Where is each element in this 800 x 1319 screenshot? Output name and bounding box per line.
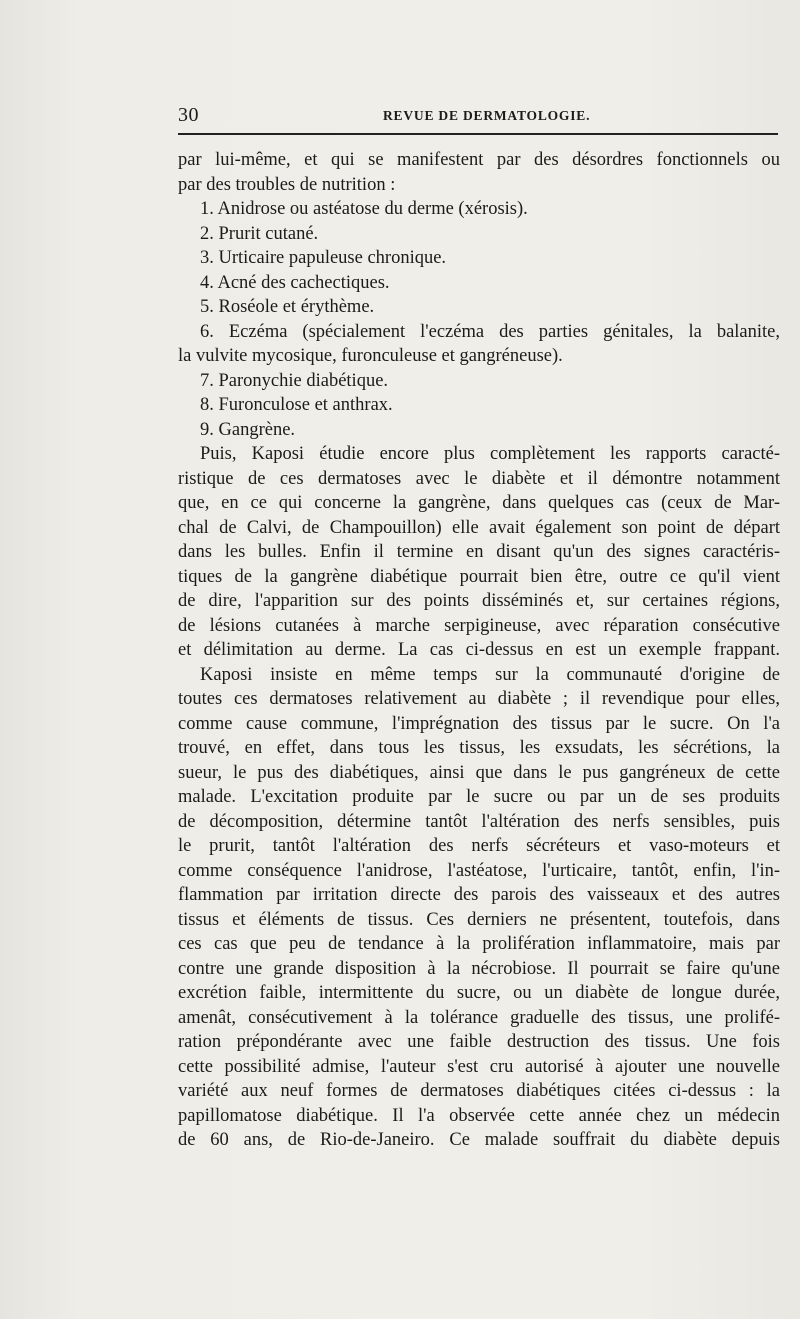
- text-line: amenât, consécutivement à la tolérance graduelle des tissus, une prolifé-: [178, 1007, 780, 1028]
- text-line: que, en ce qui concerne la gangrène, dans quelques cas (ceux de Mar-: [178, 493, 780, 513]
- text-line: comme cause commune, l'imprégnation des tissus par le sucre. On l'a: [178, 713, 780, 734]
- text-line: 6. Eczéma (spécialement l'eczéma des parties génitales, la balanite,: [200, 321, 780, 342]
- text-line: tiques de la gangrène diabétique pourrait bien être, outre ce qu'il vient: [178, 566, 780, 587]
- text-line: trouvé, en effet, dans tous les tissus, les exsudats, les sécrétions, la: [178, 738, 780, 758]
- text-line: malade. L'excitation produite par le sucre ou par un de ses produits: [178, 787, 780, 807]
- text-line: de décomposition, détermine tantôt l'altération des nerfs sensibles, puis: [178, 811, 780, 832]
- text-line: comme conséquence l'anidrose, l'astéatose, l'urticaire, tantôt, enfin, l'in-: [178, 860, 780, 881]
- text-line: 8. Furonculose et anthrax.: [200, 395, 393, 415]
- page-header: [178, 104, 778, 126]
- text-line: 1. Anidrose ou astéatose du derme (xérosis).: [200, 199, 528, 219]
- text-line: par lui-même, et qui se manifestent par des désordres fonctionnels ou: [178, 150, 780, 170]
- text-line: la vulvite mycosique, furonculeuse et gangréneuse).: [178, 346, 563, 366]
- text-line: ristique de ces dermatoses avec le diabète et il démontre notamment: [178, 468, 780, 489]
- text-line: papillomatose diabétique. Il l'a observée cette année chez un médecin: [178, 1105, 780, 1126]
- text-line: 3. Urticaire papuleuse chronique.: [200, 248, 447, 268]
- text-line: par des troubles de nutrition :: [178, 174, 396, 195]
- text-line: variété aux neuf formes de dermatoses diabétiques citées ci-dessus : la: [178, 1081, 780, 1101]
- text-line: 2. Prurit cutané.: [200, 223, 319, 244]
- text-line: flammation par irritation directe des parois des vaisseaux et des autres: [178, 885, 780, 905]
- text-line: de dire, l'apparition sur des points disséminés et, sur certaines régions,: [178, 591, 780, 611]
- text-line: et délimitation au derme. La cas ci-dessus en est un exemple frappant.: [178, 640, 780, 660]
- text-line: le prurit, tantôt l'altération des nerfs sécréteurs et vaso-moteurs et: [178, 836, 780, 856]
- text-line: cette possibilité admise, l'auteur s'est cru autorisé à ajouter une nouvelle: [178, 1056, 780, 1077]
- text-line: 7. Paronychie diabétique.: [200, 370, 389, 391]
- text-line: ces cas que peu de tendance à la prolifération inflammatoire, mais par: [178, 934, 780, 954]
- text-line: de 60 ans, de Rio-de-Janeiro. Ce malade souffrait du diabète depuis: [178, 1130, 780, 1150]
- text-line: de lésions cutanées à marche serpigineuse, avec réparation consécutive: [178, 615, 780, 636]
- body-text: [178, 148, 780, 1153]
- text-line: Puis, Kaposi étudie encore plus complètement les rapports caracté-: [200, 444, 780, 464]
- text-line: sueur, le pus des diabétiques, ainsi que dans le pus gangréneux de cette: [178, 762, 780, 783]
- text-line: 5. Roséole et érythème.: [200, 297, 375, 317]
- text-line: Kaposi insiste en même temps sur la communauté d'origine de: [200, 664, 780, 685]
- text-line: chal de Calvi, de Champouillon) elle avait également son point de départ: [178, 517, 780, 538]
- text-line: toutes ces dermatoses relativement au diabète ; il revendique pour elles,: [178, 689, 780, 709]
- text-line: tissus et éléments de tissus. Ces derniers ne présentent, toutefois, dans: [178, 909, 780, 930]
- page-number: 30: [178, 104, 199, 126]
- text-line: contre une grande disposition à la nécrobiose. Il pourrait se faire qu'une: [178, 958, 780, 979]
- text-line: ration prépondérante avec une faible destruction des tissus. Une fois: [178, 1032, 780, 1052]
- text-line: excrétion faible, intermittente du sucre, ou un diabète de longue durée,: [178, 983, 780, 1003]
- text-line: dans les bulles. Enfin il termine en disant qu'un des signes caractéris-: [178, 542, 780, 562]
- text-line: 9. Gangrène.: [200, 419, 296, 440]
- text-line: 4. Acné des cachectiques.: [200, 272, 390, 293]
- header-rule: [178, 133, 778, 135]
- running-title: REVUE DE DERMATOLOGIE.: [383, 108, 591, 123]
